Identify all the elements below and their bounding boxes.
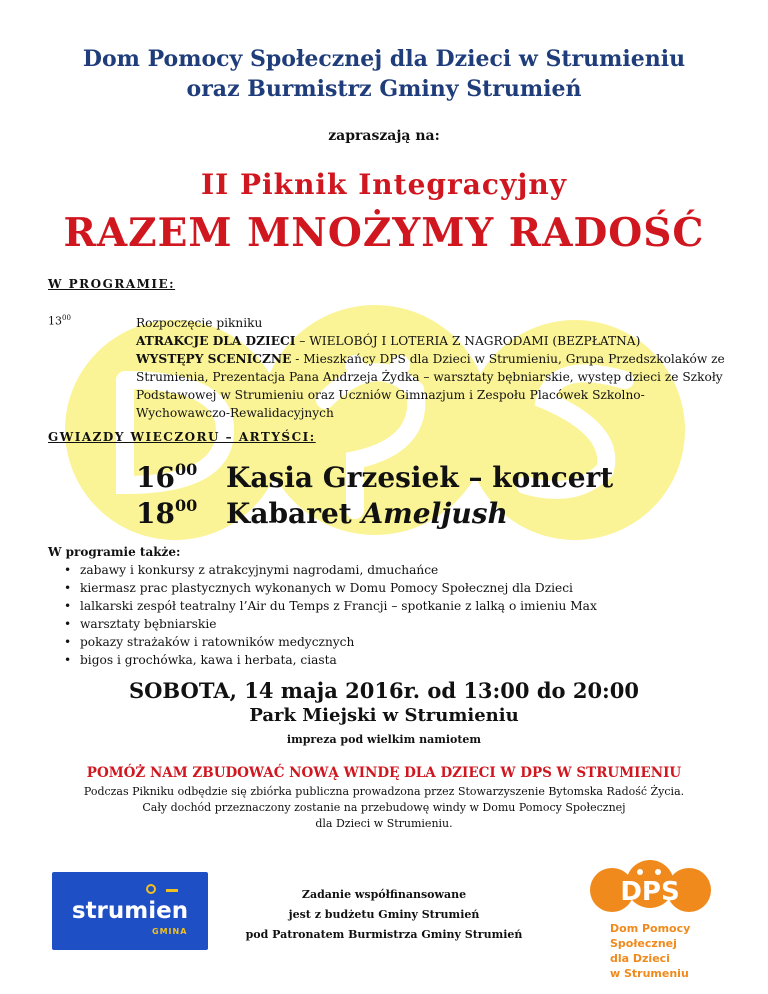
list-item: • lalkarski zespół teatralny l’Air du Temps z Francji – spotkanie z lalką o imieniu Max [64,597,597,615]
fundraiser-heading: POMÓŻ NAM ZBUDOWAĆ NOWĄ WINDĘ DLA DZIECI W DPS W STRUMIENIU [86,765,682,781]
event-subtitle: II Piknik Integracyjny [201,168,567,201]
program-attractions: ATRAKCJE DLA DZIECI – WIELOBÓJ I LOTERIA Z NAGRODAMI (BEZPŁATNA) [136,334,641,348]
event-date: SOBOTA, 14 maja 2016r. od 13:00 do 20:00 [128,678,640,703]
organizer-line-2: oraz Burmistrz Gminy Strumień [186,76,582,102]
star-item: $18^{00}$ Kabaret Ameljush [136,496,508,530]
also-list [64,561,597,669]
program-start-time: $13^{00}$ [48,314,71,328]
dps-logo-letters: DPS [620,877,680,907]
strumien-logo: strumien GMINA [52,872,208,950]
program-heading: W PROGRAMIE: [48,277,176,291]
event-tent-note: impreza pod wielkim namiotem [286,733,482,746]
stars-heading: GWIAZDY WIECZORU – ARTYŚCI: [48,430,316,444]
list-item: • warsztaty bębniarskie [64,615,597,633]
fundraiser-text: Podczas Pikniku odbędzie się zbiórka publiczna prowadzona przez Stowarzyszenie Bytomska Radość Życia. Cały dochód przeznaczony zostanie na przebudowę windy w Domu Pomocy Społecznej dla Dzieci w Strumieniu. [83,785,685,830]
dps-logo-icon [588,850,713,920]
cofinancing-note: Zadanie współfinansowane jest z budżetu Gminy Strumień pod Patronatem Burmistrza Gminy Strumień [245,888,523,941]
list-item: • kiermasz prac plastycznych wykonanych w Domu Pomocy Społecznej dla Dzieci [64,579,597,597]
event-place: Park Miejski w Strumieniu [249,705,519,726]
list-item: • pokazy strażaków i ratowników medycznych [64,633,597,651]
program-intro: Rozpoczęcie pikniku [136,316,263,330]
program-details [136,314,726,422]
event-title: RAZEM MNOŻYMY RADOŚĆ [63,210,705,256]
dps-logo-text: Dom Pomocy Społecznej dla Dzieci w Strumeniu [610,922,691,980]
list-item: • bigos i grochówka, kawa i herbata, ciasta [64,651,597,669]
program-stage: WYSTĘPY SCENICZNE - Mieszkańcy DPS dla Dzieci w Strumieniu, Grupa Przedszkolaków ze Strumienia, Prezentacja Pana Andrzeja Żydka – warsztaty bębniarskie, występ dzieci ze Szkoły Podstawowej w Strumieniu oraz Uczniów Gimnazjum i Zespołu Placówek Szkolno-Wychowawczo-Rewalidacyjnych [136,352,725,420]
invite-text: zapraszają na: [328,128,440,144]
list-item: • zabawy i konkursy z atrakcyjnymi nagrodami, dmuchańce [64,561,597,579]
organizer-line-1: Dom Pomocy Społecznej dla Dzieci w Strumieniu [82,46,686,72]
star-item: $16^{00}$ Kasia Grzesiek – koncert [136,460,614,494]
also-heading: W programie także: [48,545,181,559]
organizers [0,44,768,104]
